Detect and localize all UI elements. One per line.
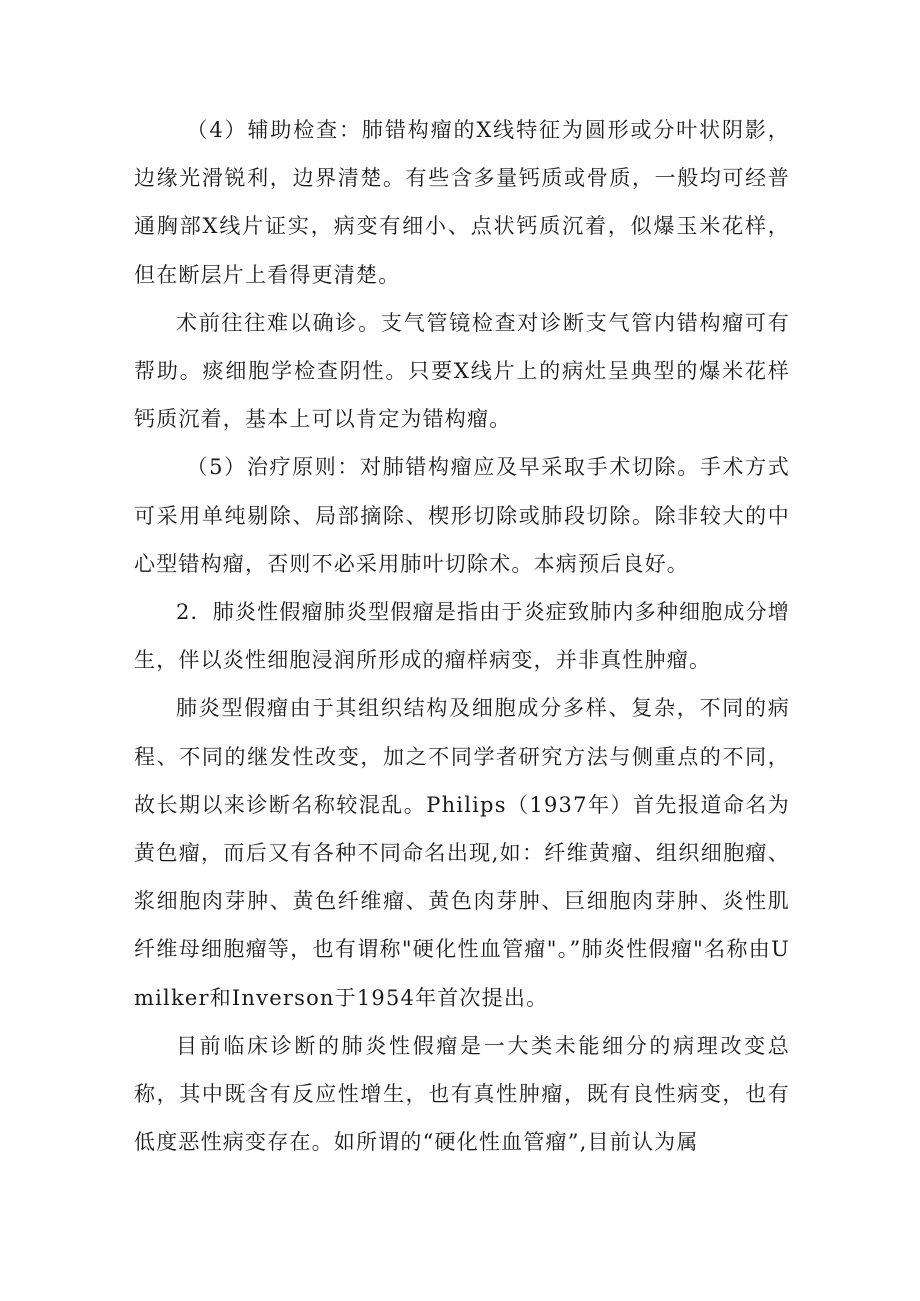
paragraph-preoperative-diagnosis: 术前往往难以确诊。支气管镜检查对诊断支气管内错构瘤可有帮助。痰细胞学检查阴性。只要X线片上的病灶呈典型的爆米花样钙质沉着，基本上可以肯定为错构瘤。 [134,310,790,432]
document-body [134,106,790,1166]
paragraph-auxiliary-exam: （4）辅助检查：肺错构瘤的X线特征为圆形或分叶状阴影，边缘光滑锐利，边界清楚。有些含多量钙质或骨质，一般均可经普通胸部X线片证实，病变有细小、点状钙质沉着，似爆玉米花样，但在断层片上看得更清楚。 [134,118,790,287]
paragraph-treatment-principle: （5）治疗原则：对肺错构瘤应及早采取手术切除。手术方式可采用单纯剔除、局部摘除、楔形切除或肺段切除。除非较大的中心型错构瘤，否则不必采用肺叶切除术。本病预后良好。 [134,455,790,576]
paragraph-current-diagnosis: 目前临床诊断的肺炎性假瘤是一大类未能细分的病理改变总称，其中既含有反应性增生，也有真性肿瘤，既有良性病变，也有低度恶性病变存在。如所谓的“硬化性血管瘤”,目前认为属 [134,1033,790,1155]
paragraph-inflammatory-pseudotumor: 2．肺炎性假瘤肺炎型假瘤是指由于炎症致肺内多种细胞成分增生，伴以炎性细胞浸润所形成的瘤样病变，并非真性肿瘤。 [134,600,790,673]
paragraph-naming-history: 肺炎型假瘤由于其组织结构及细胞成分多样、复杂，不同的病程、不同的继发性改变，加之不同学者研究方法与侧重点的不同，故长期以来诊断名称较混乱。Philips（1937年）首先报道命名为黄色瘤，而后又有各种不同命名出现,如：纤维黄瘤、组织细胞瘤、浆细胞肉芽肿、黄色纤维瘤、黄色肉芽肿、巨细胞肉芽肿、炎性肌纤维母细胞瘤等，也有谓称"硬化性血管瘤"。”肺炎性假瘤"名称由Umilker和Inverson于1954年首次提出。 [134,696,790,1010]
